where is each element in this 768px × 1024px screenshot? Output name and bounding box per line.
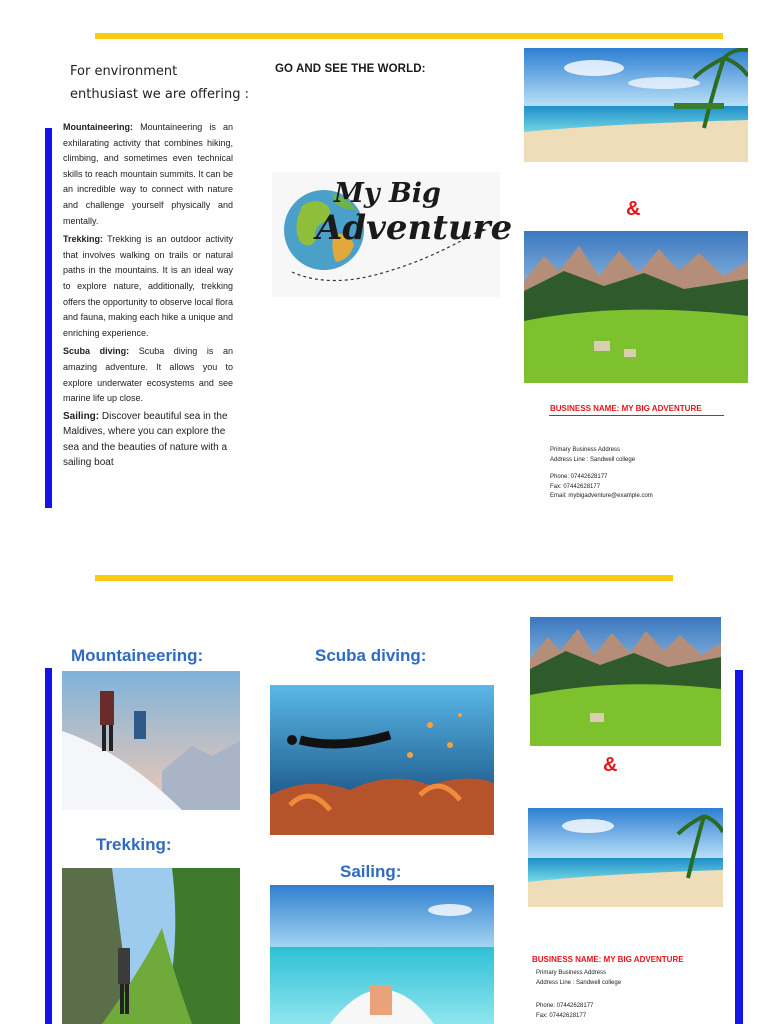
activity-trekking: [63, 232, 233, 341]
intro-text: [70, 60, 250, 106]
activity-sailing: [63, 409, 235, 471]
second-yellow-bar: [95, 575, 673, 581]
right-blue-bar-bottom: [735, 670, 743, 1024]
ampersand-bottom: &: [603, 754, 618, 776]
sailing-photo: [270, 885, 494, 1024]
mountain-valley-photo: [524, 231, 748, 383]
ampersand-top: &: [626, 198, 641, 220]
beach-photo-2: [528, 808, 723, 907]
intro-line-2: enthusiast we are offering :: [70, 87, 249, 102]
logo-line-2: Adventure: [316, 208, 513, 248]
activity-mountaineering: [63, 120, 233, 229]
logo-line-1: My Big: [334, 178, 441, 209]
business-name-underline: [549, 415, 724, 416]
mountaineering-title: Mountaineering:: [71, 646, 204, 665]
logo: [272, 172, 513, 297]
activity-description: Mountaineering is an exhilarating activity that combines hiking, climbing, and sometimes even technical skills to reach mountain summits. It can be an incredible way to connect with nature and challenge yourself physically and mentally.: [63, 122, 233, 226]
address-block-top: [550, 446, 653, 502]
email-text: Email: mybigadventure@example.com: [550, 493, 653, 499]
activity-title: Scuba diving:: [63, 346, 130, 357]
activity-description: Scuba diving is an amazing adventure. It allows you to explore underwater ecosystems and see marine life up close.: [63, 346, 233, 404]
business-name-top: BUSINESS NAME: MY BIG ADVENTURE: [550, 404, 702, 413]
activity-title: Sailing:: [63, 410, 100, 422]
scuba-diving-photo: [270, 685, 494, 835]
phone-text: Phone: 07442628177: [550, 474, 608, 480]
left-blue-bar-top: [45, 128, 52, 508]
go-title: GO AND SEE THE WORLD:: [275, 63, 426, 75]
phone-text: Phone: 07442628177: [536, 1003, 594, 1009]
activity-description: Trekking is an outdoor activity that involves walking on trails or natural paths in the mountains. It is an ideal way to explore nature, additionally, trekking offers the opportunity to observe local flora and fauna, making each hike a unique and enriching experience.: [63, 234, 233, 338]
activity-title: Mountaineering:: [63, 122, 133, 132]
fax-text: Fax: 07442628177: [550, 483, 601, 490]
activity-scuba-diving: [63, 344, 233, 406]
fax-text: Fax: 07442628177: [536, 1012, 587, 1019]
activity-description: Discover beautiful sea in the Maldives, where you can explore the sea and the beauties of nature with a sailing boat: [63, 410, 228, 469]
address-line: Address Line : Sandwell college: [550, 456, 636, 463]
top-yellow-bar: [95, 33, 723, 39]
mountain-valley-photo-2: [530, 617, 721, 746]
trekking-title: Trekking:: [96, 835, 172, 854]
beach-photo: [524, 48, 748, 162]
address-label: Primary Business Address: [536, 970, 607, 976]
scuba-diving-title: Scuba diving:: [315, 646, 427, 665]
intro-line-1: For environment: [70, 64, 178, 79]
address-label: Primary Business Address: [550, 447, 621, 453]
activity-title: Trekking:: [63, 234, 104, 245]
address-block-bottom: [536, 969, 621, 1021]
trekking-photo: [62, 868, 240, 1024]
sailing-title: Sailing:: [340, 862, 402, 881]
business-name-bottom: BUSINESS NAME: MY BIG ADVENTURE: [532, 955, 684, 964]
mountaineering-photo: [62, 671, 240, 810]
left-blue-bar-bottom: [45, 668, 52, 1024]
address-line: Address Line : Sandwell college: [536, 979, 622, 986]
activities-text: [63, 120, 233, 471]
